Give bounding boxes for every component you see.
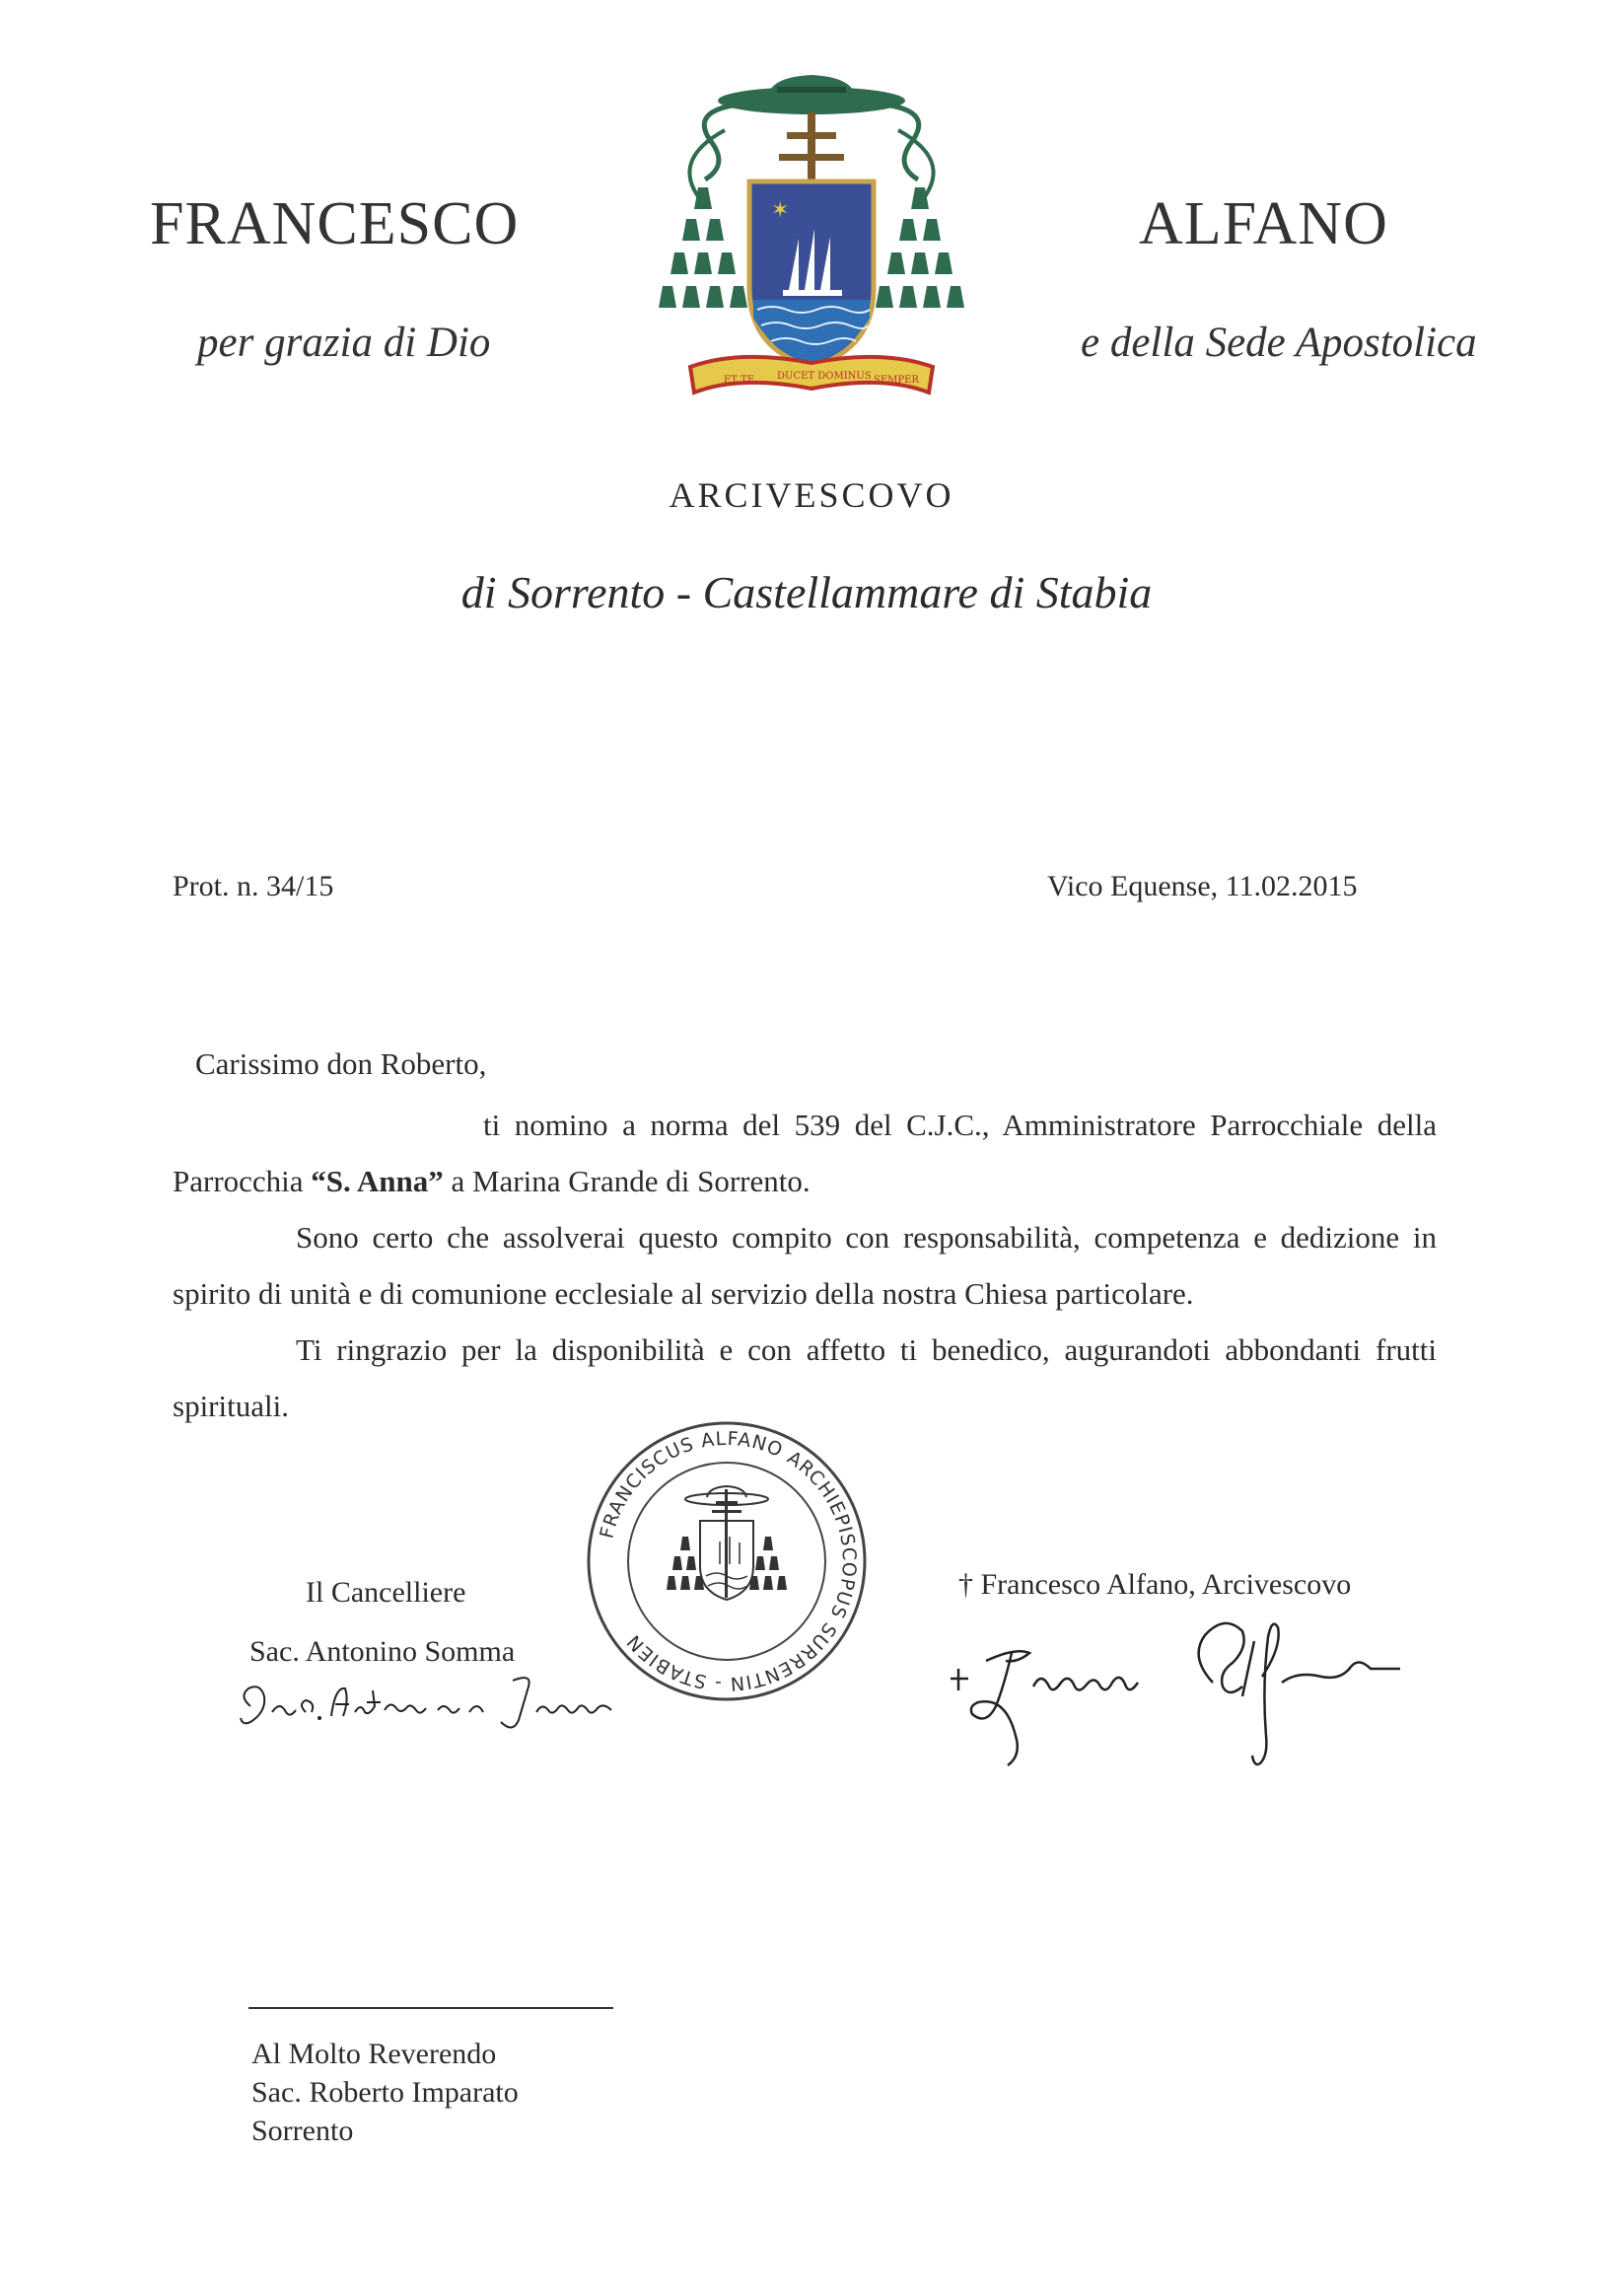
- chancellor-label: Il Cancelliere: [306, 1576, 466, 1609]
- svg-text:✶: ✶: [771, 198, 790, 223]
- paragraph-thanks: Ti ringrazio per la disponibilità e con affetto ti benedico, augurandoti abbondanti frutti spirituali.: [173, 1332, 1437, 1423]
- divider-rule: [248, 2007, 613, 2009]
- recipient-line-1: Al Molto Reverendo: [251, 2038, 497, 2070]
- archbishop-signature-icon: [947, 1588, 1410, 1775]
- parish-name: “S. Anna”: [311, 1164, 444, 1198]
- chancellor-name: Sac. Antonino Somma: [249, 1635, 516, 1668]
- crest-motto-1: ET TE: [724, 375, 755, 386]
- header-subtitle-left: per grazia di Dio: [197, 320, 491, 366]
- header-name-first: FRANCESCO: [150, 190, 520, 257]
- archbishop-label: † Francesco Alfano, Arcivescovo: [958, 1568, 1352, 1601]
- recipient-line-2: Sac. Roberto Imparato: [251, 2076, 519, 2109]
- official-seal-icon: [584, 1418, 870, 1704]
- header-name-last: ALFANO: [1139, 190, 1388, 257]
- header-subtitle-right: e della Sede Apostolica: [1081, 320, 1477, 366]
- svg-text:FRANCISCUS ALFANO ARCHIEPISCOP: [596, 1428, 860, 1694]
- paragraph-appointment: ti nomino a norma del 539 del C.J.C., Amministratore Parrocchiale della Parrocchia “S. Anna” a Marina Grande di Sorrento.: [173, 1108, 1437, 1198]
- recipient-address: [251, 2035, 519, 2150]
- title-role: ARCIVESCOVO: [669, 475, 954, 515]
- letter-body: [173, 1097, 1437, 1434]
- crest-motto-2: DUCET DOMINUS: [777, 371, 872, 382]
- place-date: Vico Equense, 11.02.2015: [1047, 870, 1358, 902]
- salutation: Carissimo don Roberto,: [195, 1046, 487, 1081]
- coat-of-arms-icon: [651, 71, 972, 412]
- protocol-number: Prot. n. 34/15: [173, 870, 334, 902]
- paragraph-confidence: Sono certo che assolverai questo compito con responsabilità, competenza e dedizione in spirito di unità e di comunione ecclesiale al servizio della nostra Chiesa particolare.: [173, 1220, 1437, 1311]
- recipient-line-3: Sorrento: [251, 2115, 354, 2147]
- crest-motto-3: SEMPER: [874, 375, 919, 386]
- title-see: di Sorrento - Castellammare di Stabia: [460, 567, 1153, 617]
- chancellor-signature-icon: [237, 1667, 631, 1736]
- seal-inscription: FRANCISCUS ALFANO ARCHIEPISCOPUS SURRENTIN - STABIEN: [596, 1427, 861, 1695]
